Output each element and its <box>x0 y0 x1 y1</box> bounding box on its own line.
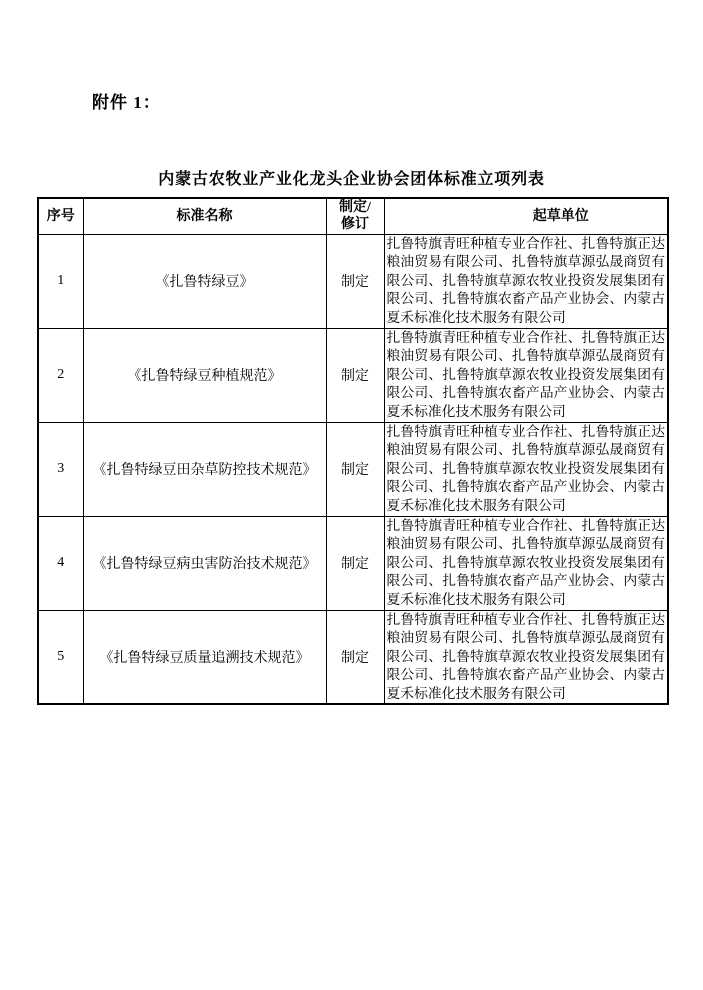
drafting-units: 扎鲁特旗青旺种植专业合作社、扎鲁特旗正达粮油贸易有限公司、扎鲁特旗草源弘晟商贸有限公司、扎鲁特旗草源农牧业投资发展集团有限公司、扎鲁特旗农畜产品产业协会、内蒙古夏禾标准化技术服务有限公司 <box>384 234 668 328</box>
col-header-no: 序号 <box>38 198 83 234</box>
row-number: 3 <box>38 422 83 516</box>
standard-name: 《扎鲁特绿豆质量追溯技术规范》 <box>83 610 326 704</box>
row-number: 1 <box>38 234 83 328</box>
row-number: 2 <box>38 328 83 422</box>
standard-name: 《扎鲁特绿豆种植规范》 <box>83 328 326 422</box>
drafting-units: 扎鲁特旗青旺种植专业合作社、扎鲁特旗正达粮油贸易有限公司、扎鲁特旗草源弘晟商贸有限公司、扎鲁特旗草源农牧业投资发展集团有限公司、扎鲁特旗农畜产品产业协会、内蒙古夏禾标准化技术服务有限公司 <box>384 422 668 516</box>
table-row <box>38 234 668 328</box>
table-row <box>38 328 668 422</box>
drafting-units: 扎鲁特旗青旺种植专业合作社、扎鲁特旗正达粮油贸易有限公司、扎鲁特旗草源弘晟商贸有限公司、扎鲁特旗草源农牧业投资发展集团有限公司、扎鲁特旗农畜产品产业协会、内蒙古夏禾标准化技术服务有限公司 <box>384 516 668 610</box>
col-header-drafters: 起草单位 <box>384 198 668 234</box>
action-type: 制定 <box>326 234 384 328</box>
row-number: 5 <box>38 610 83 704</box>
table-row <box>38 516 668 610</box>
drafting-units: 扎鲁特旗青旺种植专业合作社、扎鲁特旗正达粮油贸易有限公司、扎鲁特旗草源弘晟商贸有限公司、扎鲁特旗草源农牧业投资发展集团有限公司、扎鲁特旗农畜产品产业协会、内蒙古夏禾标准化技术服务有限公司 <box>384 610 668 704</box>
col-header-action-line2: 修订 <box>341 217 369 233</box>
standard-name: 《扎鲁特绿豆》 <box>83 234 326 328</box>
standard-name: 《扎鲁特绿豆田杂草防控技术规范》 <box>83 422 326 516</box>
col-header-name: 标准名称 <box>83 198 326 234</box>
table-row <box>38 610 668 704</box>
row-number: 4 <box>38 516 83 610</box>
drafting-units: 扎鲁特旗青旺种植专业合作社、扎鲁特旗正达粮油贸易有限公司、扎鲁特旗草源弘晟商贸有限公司、扎鲁特旗草源农牧业投资发展集团有限公司、扎鲁特旗农畜产品产业协会、内蒙古夏禾标准化技术服务有限公司 <box>384 328 668 422</box>
table-header-row <box>38 198 668 234</box>
table-row <box>38 422 668 516</box>
action-type: 制定 <box>326 516 384 610</box>
action-type: 制定 <box>326 610 384 704</box>
page-title: 内蒙古农牧业产业化龙头企业协会团体标准立项列表 <box>158 171 545 188</box>
col-header-action-line1: 制定/ <box>339 200 371 216</box>
action-type: 制定 <box>326 422 384 516</box>
action-type: 制定 <box>326 328 384 422</box>
standards-table <box>37 197 669 705</box>
col-header-action <box>326 198 384 234</box>
attachment-label: 附件 1： <box>92 93 161 112</box>
standard-name: 《扎鲁特绿豆病虫害防治技术规范》 <box>83 516 326 610</box>
